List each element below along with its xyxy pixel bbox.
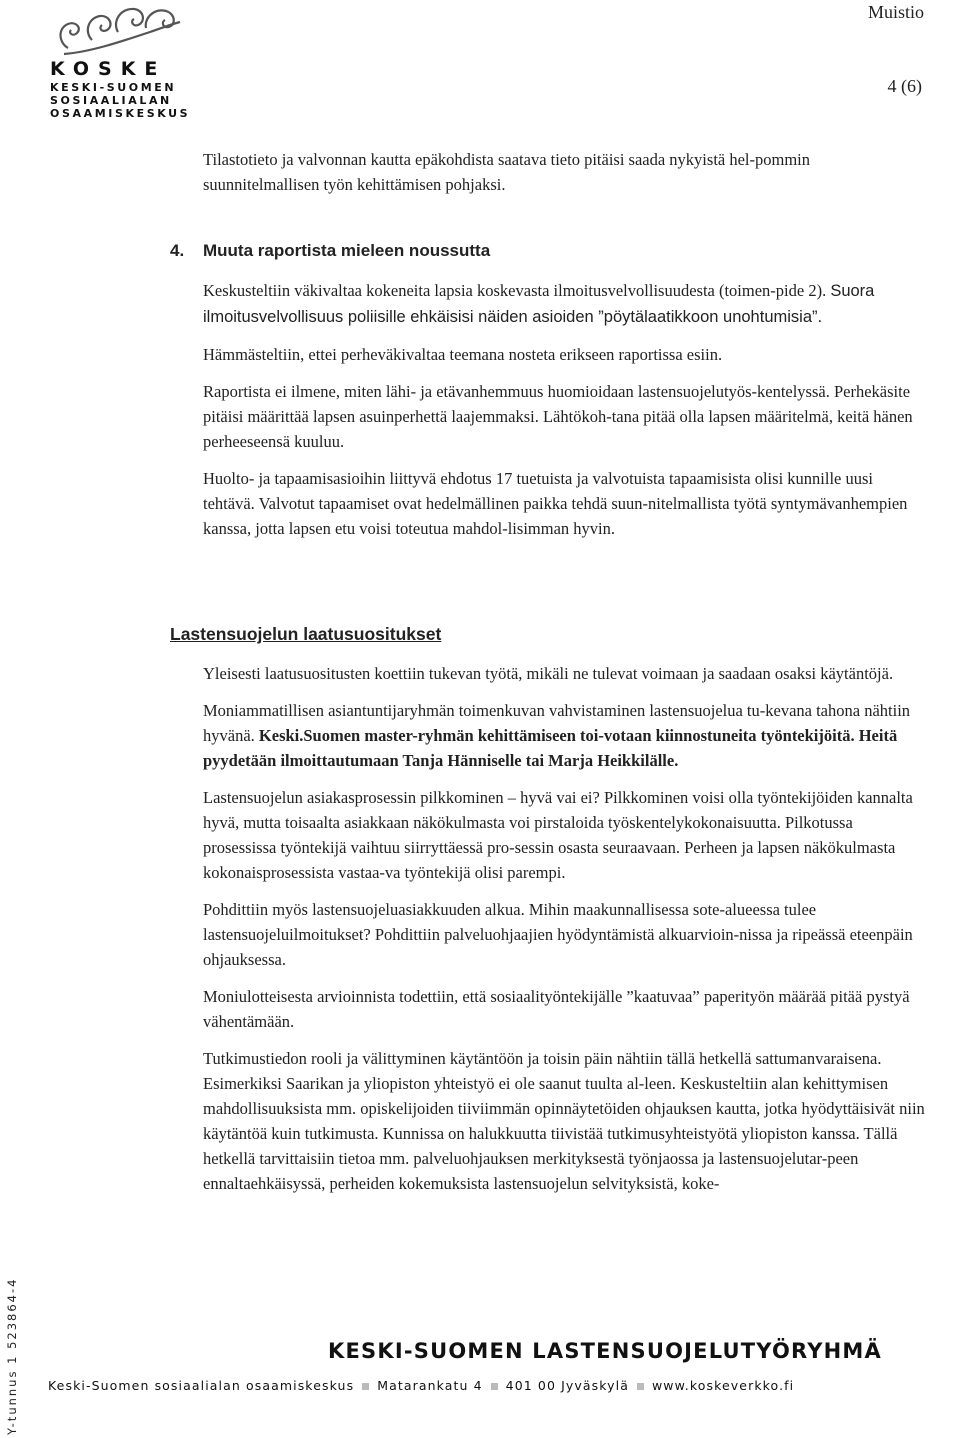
section-4-paragraph-2: Hämmästeltiin, ettei perheväkivaltaa teemana nosteta erikseen raportissa esiin. [203,345,723,364]
koske-logo [50,2,190,122]
separator-square-icon [637,1383,644,1390]
footer-contact-line [48,1378,794,1393]
logo-spiral-ornament-icon [50,2,190,58]
footer-city: 401 00 Jyväskylä [505,1378,629,1393]
logo-wordmark: KOSKE [50,58,167,80]
lsq-paragraph-4: Pohdittiin myös lastensuojeluasiakkuuden alkua. Mihin maakunnallisessa sote-alueessa tulee lastensuojeluilmoitukset? Pohdittiin palveluohjaajien hyödyntämistä alkuarvioin-nissa ja ripeässä eteenpäin ohjauksessa. [203,900,913,969]
section-4-paragraph-1-text: Keskusteltiin väkivaltaa kokeneita lapsia koskevasta ilmoitusvelvollisuudesta (toimen-pide 2). [203,281,827,300]
document-type: Muistio [867,2,924,22]
section-4-title: Muuta raportista mieleen noussutta [203,241,491,260]
intro-paragraph: Tilastotieto ja valvonnan kautta epäkohdista saatava tieto pitäisi saada nykyistä hel-pommin suunnitelmallisen työn kehittämisen pohjaksi. [203,150,811,194]
page-number: 4 (6) [887,76,922,96]
intro-block [203,147,928,209]
section-lsq-heading: Lastensuojelun laatusuositukset [170,624,442,644]
footer-title: KESKI-SUOMEN LASTENSUOJELUTYÖRYHMÄ [328,1339,882,1363]
section-4-body [203,278,928,553]
section-lsq-body [203,661,928,1208]
separator-square-icon [491,1383,498,1390]
logo-line-1: KESKI-SUOMEN [50,81,177,94]
lsq-paragraph-2 [203,698,928,773]
lsq-paragraph-2-bold: Keski.Suomen master-ryhmän kehittämiseen toi-votaan kiinnostuneita työntekijöitä. Heitä pyydetään ilmoittautumaan Tanja Hänniselle tai Marja Heikkilälle. [203,726,898,770]
logo-line-3: OSAAMISKESKUS [50,107,191,120]
logo-line-2: SOSIAALIALAN [50,94,172,107]
lsq-paragraph-1: Yleisesti laatusuositusten koettiin tukevan työtä, mikäli ne tulevat voimaan ja saadaan osaksi käytäntöjä. [203,664,894,683]
lsq-paragraph-5: Moniulotteisesta arvioinnista todettiin, että sosiaalityöntekijälle ”kaatuvaa” paperityön määrää pitää pystyä vähentämään. [203,987,910,1031]
lsq-paragraph-6: Tutkimustiedon rooli ja välittyminen käytäntöön ja toisin päin nähtiin tällä hetkellä sattumanvaraisena. Esimerkiksi Saarikan ja yliopiston yhteistyö ei ole saanut tuulta al-leen. Keskusteltiin alan kehittymisen mahdollisuuksista mm. opiskelijoiden tiiviimmän opinnäytetöiden ohjauksen kautta, jotka hyödyttäisivät niin käytäntöä kuin tutkimusta. Kunnissa on halukkuutta tiivistää tutkimusyhteistyötä yliopiston kanssa. Tällä hetkellä tarvittaisiin tietoa mm. palveluohjauksen merkityksestä työnjaossa ja lastensuojelutar-peen ennaltaehkäisyssä, perheiden kokemuksista lastensuojelun selvityksistä, koke- [203,1049,925,1193]
section-4-paragraph-1-sans: Suora ilmoitusvelvollisuus poliisille ehkäisisi näiden asioiden ”pöytälaatikkoon unohtumisia”. [203,282,875,326]
footer-website-link[interactable]: www.koskeverkko.fi [651,1378,795,1393]
section-4-paragraph-3: Raportista ei ilmene, miten lähi- ja etävanhemmuus huomioidaan lastensuojelutyös-kentelyssä. Perhekäsite pitäisi määrittää lapsen asuinperhettä laajemmaksi. Lähtökoh-tana pitää olla lapsen määritelmä, keitä hänen perheeseensä kuuluu. [203,382,913,451]
footer-address: Matarankatu 4 [377,1378,483,1393]
footer-organization: Keski-Suomen sosiaalialan osaamiskeskus [48,1378,355,1393]
lsq-paragraph-2-plain: Moniammatillisen asiantuntijaryhmän toimenkuvan vahvistaminen lastensuojelua tu-kevana tahona nähtiin hyvänä. [203,701,911,745]
lsq-paragraph-3: Lastensuojelun asiakasprosessin pilkkominen – hyvä vai ei? Pilkkominen voisi olla työntekijöiden kannalta hyvä, mutta toisaalta asiakkaan näkökulmasta voi pirstaloida työskentelykokonaisuutta. Pilkotussa prosessissa työntekijä vaihtuu siirryttäessä pro-sessin osasta seuraavaan. Perheen ja lapsen näkökulmasta kokonaisprosessista vastaa-va työntekijä olisi parempi. [203,788,913,882]
separator-square-icon [362,1383,369,1390]
section-4-heading [170,241,490,261]
section-4-paragraph-4: Huolto- ja tapaamisasioihin liittyvä ehdotus 17 tuetuista ja valvotuista tapaamisista olisi kunnille uusi tehtävä. Valvotut tapaamiset ovat hedelmällinen paikka tehdä suun-nitelmallista työtä syntymävanhempien kanssa, jotta lapsen etu voisi toteutua mahdol-lisimman hyvin. [203,469,908,538]
section-4-number: 4. [170,241,185,260]
business-id-vertical: Y-tunnus 1 523864-4 [5,1277,19,1435]
section-4-paragraph-1 [203,278,928,330]
